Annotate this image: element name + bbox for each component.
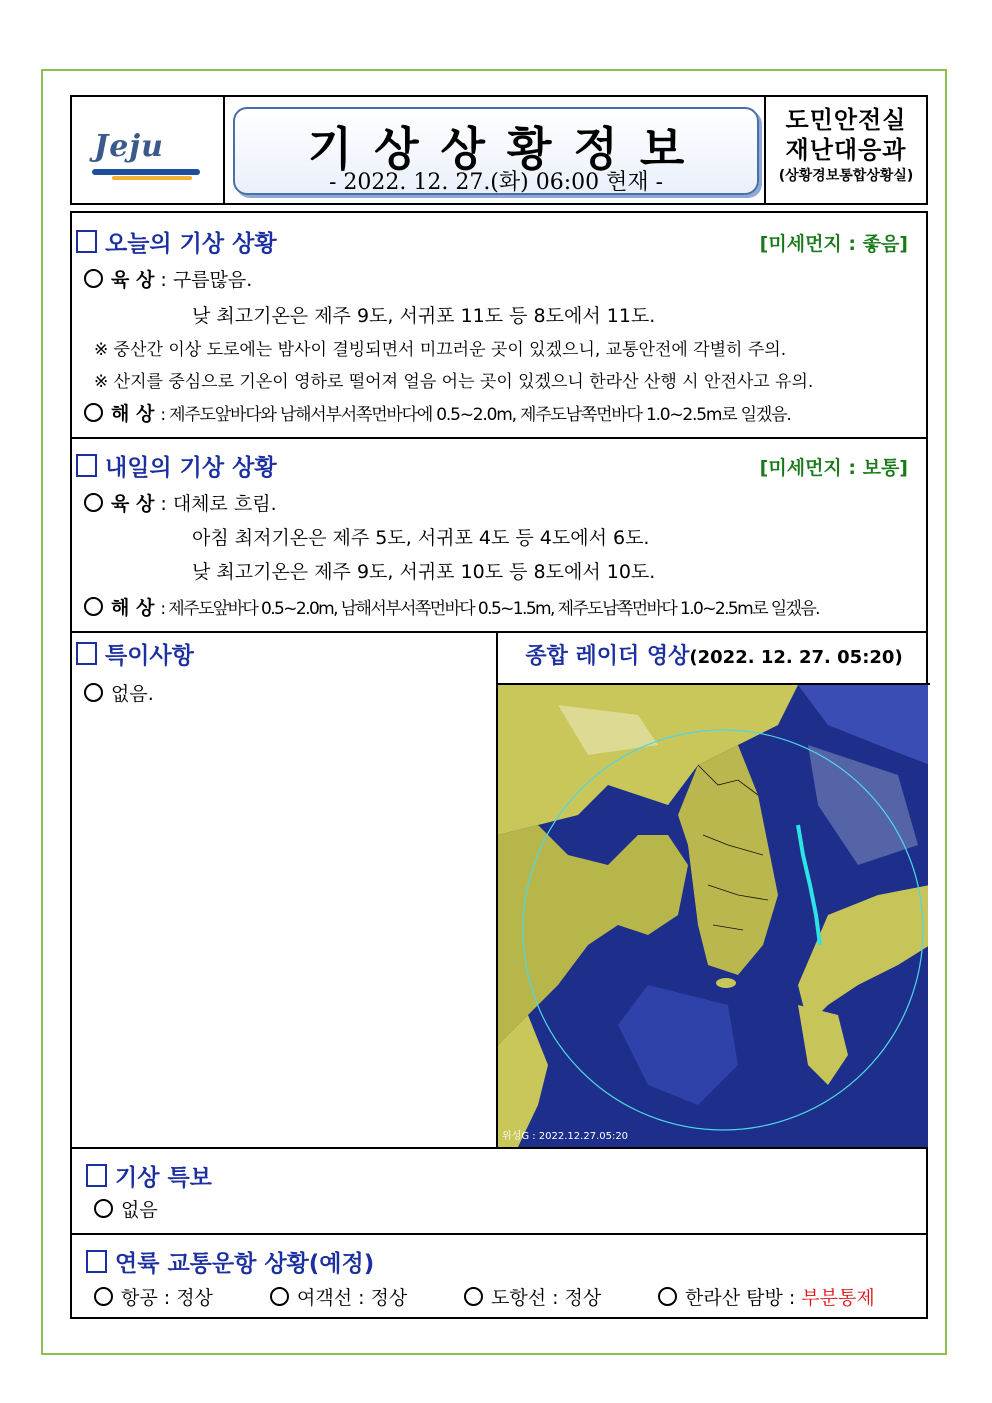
checkbox-square-icon: [76, 454, 97, 477]
traffic-air-value: 정상: [176, 1287, 213, 1309]
special-item-text: 없음.: [111, 683, 154, 705]
traffic-ferry: [270, 1283, 407, 1310]
dept-name-1: 도민안전실: [785, 106, 907, 134]
radar-title: 종합 레이더 영상: [525, 644, 690, 669]
department: [766, 97, 926, 203]
traffic-ferry-label: 여객선 :: [297, 1287, 371, 1309]
circle-bullet-icon: [94, 1287, 113, 1306]
checkbox-square-icon: [86, 1250, 107, 1273]
logo-text: Jeju: [94, 129, 164, 164]
traffic-air-label: 항공 :: [121, 1287, 177, 1309]
circle-bullet-icon: [84, 269, 103, 288]
logo-wave-accent-icon: [112, 176, 192, 180]
tomorrow-sea-text: : 제주도앞바다 0.5~2.0m, 남해서부서쪽먼바다 0.5~1.5m, 제주도남쪽먼바다 1.0~2.5m로 일겠음.: [160, 599, 819, 619]
traffic-ferry-value: 정상: [370, 1287, 408, 1309]
traffic-title: [86, 1245, 374, 1278]
circle-bullet-icon: [94, 1199, 113, 1218]
report-date: - 2022. 12. 27.(화) 06:00 현재 -: [328, 170, 664, 195]
tomorrow-title-text: 내일의 기상 상황: [105, 455, 277, 481]
traffic-islet-label: 도항선 :: [491, 1287, 565, 1309]
title-cell: [225, 97, 766, 203]
special-title-text: 특이사항: [105, 643, 194, 669]
today-section: [72, 213, 926, 439]
radar-image: [496, 685, 928, 1147]
special-title: [76, 637, 194, 670]
radar-header: [496, 631, 930, 685]
tomorrow-land-text1: : 대체로 흐림.: [160, 493, 277, 515]
dept-name-3: (상황경보통합상황실): [778, 168, 914, 184]
warning-item: [94, 1195, 158, 1222]
warning-title-text: 기상 특보: [115, 1165, 212, 1191]
radar-map-graphic: [498, 685, 928, 1147]
today-land-temp: 낮 최고기온은 제주 9도, 서귀포 11도 등 8도에서 11도.: [192, 305, 656, 327]
checkbox-square-icon: [76, 642, 97, 665]
circle-bullet-icon: [270, 1287, 289, 1306]
today-dust-status: [미세먼지 : 좋음]: [759, 233, 908, 255]
checkbox-square-icon: [86, 1164, 107, 1187]
tomorrow-land-label: 육 상: [111, 493, 155, 515]
circle-bullet-icon: [658, 1287, 677, 1306]
traffic-islet: [464, 1283, 601, 1310]
today-sea-line: [84, 399, 791, 426]
warning-title: [86, 1159, 212, 1192]
dept-name-2: 재난대응과: [785, 136, 907, 164]
tomorrow-land-min: 아침 최저기온은 제주 5도, 서귀포 4도 등 4도에서 6도.: [192, 527, 650, 549]
tomorrow-sea-line: [84, 593, 819, 620]
today-sea-text: : 제주도앞바다와 남해서부서쪽먼바다에 0.5~2.0m, 제주도남쪽먼바다 1.0~2.5m로 일겠음.: [160, 405, 791, 425]
tomorrow-section: [72, 437, 926, 633]
tomorrow-sea-label: 해 상: [111, 597, 155, 619]
circle-bullet-icon: [464, 1287, 483, 1306]
traffic-hallasan-value: 부분통제: [801, 1287, 875, 1309]
today-note-1: ※ 중산간 이상 도로에는 밤사이 결빙되면서 미끄러운 곳이 있겠으니, 교통안전에 각별히 주의.: [94, 340, 787, 360]
traffic-air: [94, 1283, 213, 1310]
tomorrow-land-line: [84, 489, 277, 516]
tomorrow-land-max: 낮 최고기온은 제주 9도, 서귀포 10도 등 8도에서 10도.: [192, 561, 656, 583]
today-title: [76, 225, 277, 258]
circle-bullet-icon: [84, 403, 103, 422]
report-title: 기상상황정보: [307, 122, 707, 176]
today-land-line: [84, 265, 252, 292]
tomorrow-title: [76, 449, 277, 482]
today-note-2: ※ 산지를 중심으로 기온이 영하로 떨어져 얼음 어는 곳이 있겠으니 한라산 산행 시 안전사고 유의.: [94, 372, 814, 392]
today-land-label: 육 상: [111, 269, 155, 291]
circle-bullet-icon: [84, 493, 103, 512]
traffic-hallasan: [658, 1283, 875, 1310]
title-box: [233, 107, 759, 195]
warning-divider: [72, 1147, 926, 1149]
logo-wave-icon: [92, 169, 200, 175]
today-land-text1: : 구름많음.: [160, 269, 253, 291]
today-title-text: 오늘의 기상 상황: [105, 231, 277, 257]
report-header: [70, 95, 928, 205]
special-item: [84, 679, 154, 706]
tomorrow-dust-status: [미세먼지 : 보통]: [759, 457, 908, 479]
jeju-logo: [72, 97, 225, 203]
traffic-divider: [72, 1233, 926, 1235]
circle-bullet-icon: [84, 597, 103, 616]
report-body: [70, 211, 928, 1319]
circle-bullet-icon: [84, 683, 103, 702]
traffic-title-text: 연륙 교통운항 상황(예정): [115, 1251, 375, 1277]
warning-item-text: 없음: [121, 1199, 158, 1221]
radar-time: (2022. 12. 27. 05:20): [689, 647, 903, 668]
today-sea-label: 해 상: [111, 403, 155, 425]
traffic-islet-value: 정상: [564, 1287, 602, 1309]
traffic-hallasan-label: 한라산 탐방 :: [685, 1287, 802, 1309]
radar-stamp: 위성G : 2022.12.27.05:20: [502, 1131, 629, 1142]
checkbox-square-icon: [76, 230, 97, 253]
